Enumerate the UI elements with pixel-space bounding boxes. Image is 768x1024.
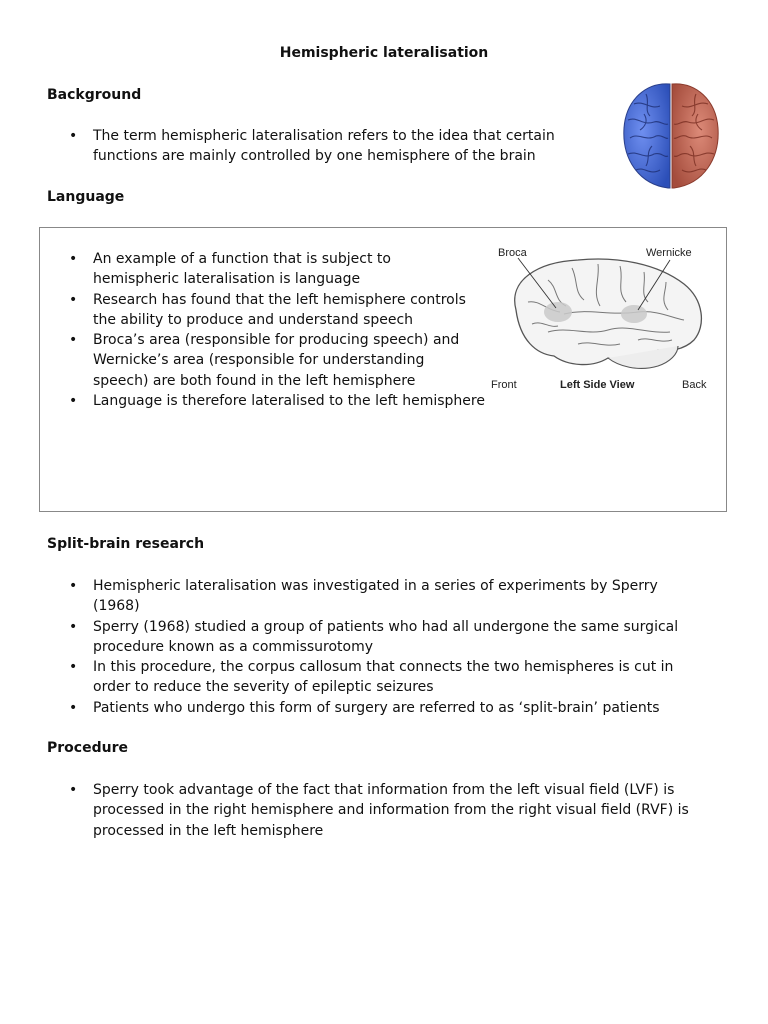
brain-side-view-diagram (488, 240, 716, 398)
page-title: Hemispheric lateralisation (279, 45, 489, 61)
list-item: • Language is therefore lateralised to the left hemisphere (47, 391, 613, 411)
list-item: • In this procedure, the corpus callosum that connects the two hemispheres is cut in order to reduce the severity of epileptic seizures (47, 657, 707, 698)
list-item: • The term hemispheric lateralisation refers to the idea that certain functions are mainly controlled by one hemisphere of the brain (47, 126, 592, 167)
back-label: Back (682, 379, 707, 391)
list-item: • Sperry (1968) studied a group of patients who had all undergone the same surgical procedure known as a commissurotomy (47, 617, 707, 658)
heading-language: Language (47, 189, 125, 205)
front-label: Front (491, 379, 517, 391)
wernicke-label: Wernicke (646, 247, 692, 259)
list-item: • Sperry took advantage of the fact that information from the left visual field (LVF) is processed in the right hemisphere and information from the right visual field (RVF) is processed in the left hemisphere (47, 780, 727, 841)
list-item: • Patients who undergo this form of surgery are referred to as ‘split-brain’ patients (47, 698, 707, 718)
list-item: • Broca’s area (responsible for producing speech) and Wernicke’s area (responsible for understanding speech) are both found in the left hemisphere (47, 330, 477, 391)
list-item: • An example of a function that is subject to hemispheric lateralisation is language (47, 249, 477, 290)
view-label: Left Side View (560, 379, 635, 391)
list-item: • Research has found that the left hemisphere controls the ability to produce and understand speech (47, 290, 477, 331)
list-item: • Hemispheric lateralisation was investigated in a series of experiments by Sperry (1968) (47, 576, 707, 617)
split-brain-list (47, 576, 707, 718)
background-list (47, 126, 592, 167)
heading-procedure: Procedure (47, 740, 128, 756)
heading-background: Background (47, 87, 142, 103)
procedure-list (47, 780, 727, 841)
broca-label: Broca (498, 247, 527, 259)
language-list (47, 249, 485, 411)
brain-hemispheres-image (616, 80, 726, 192)
heading-split-brain: Split-brain research (47, 536, 205, 552)
